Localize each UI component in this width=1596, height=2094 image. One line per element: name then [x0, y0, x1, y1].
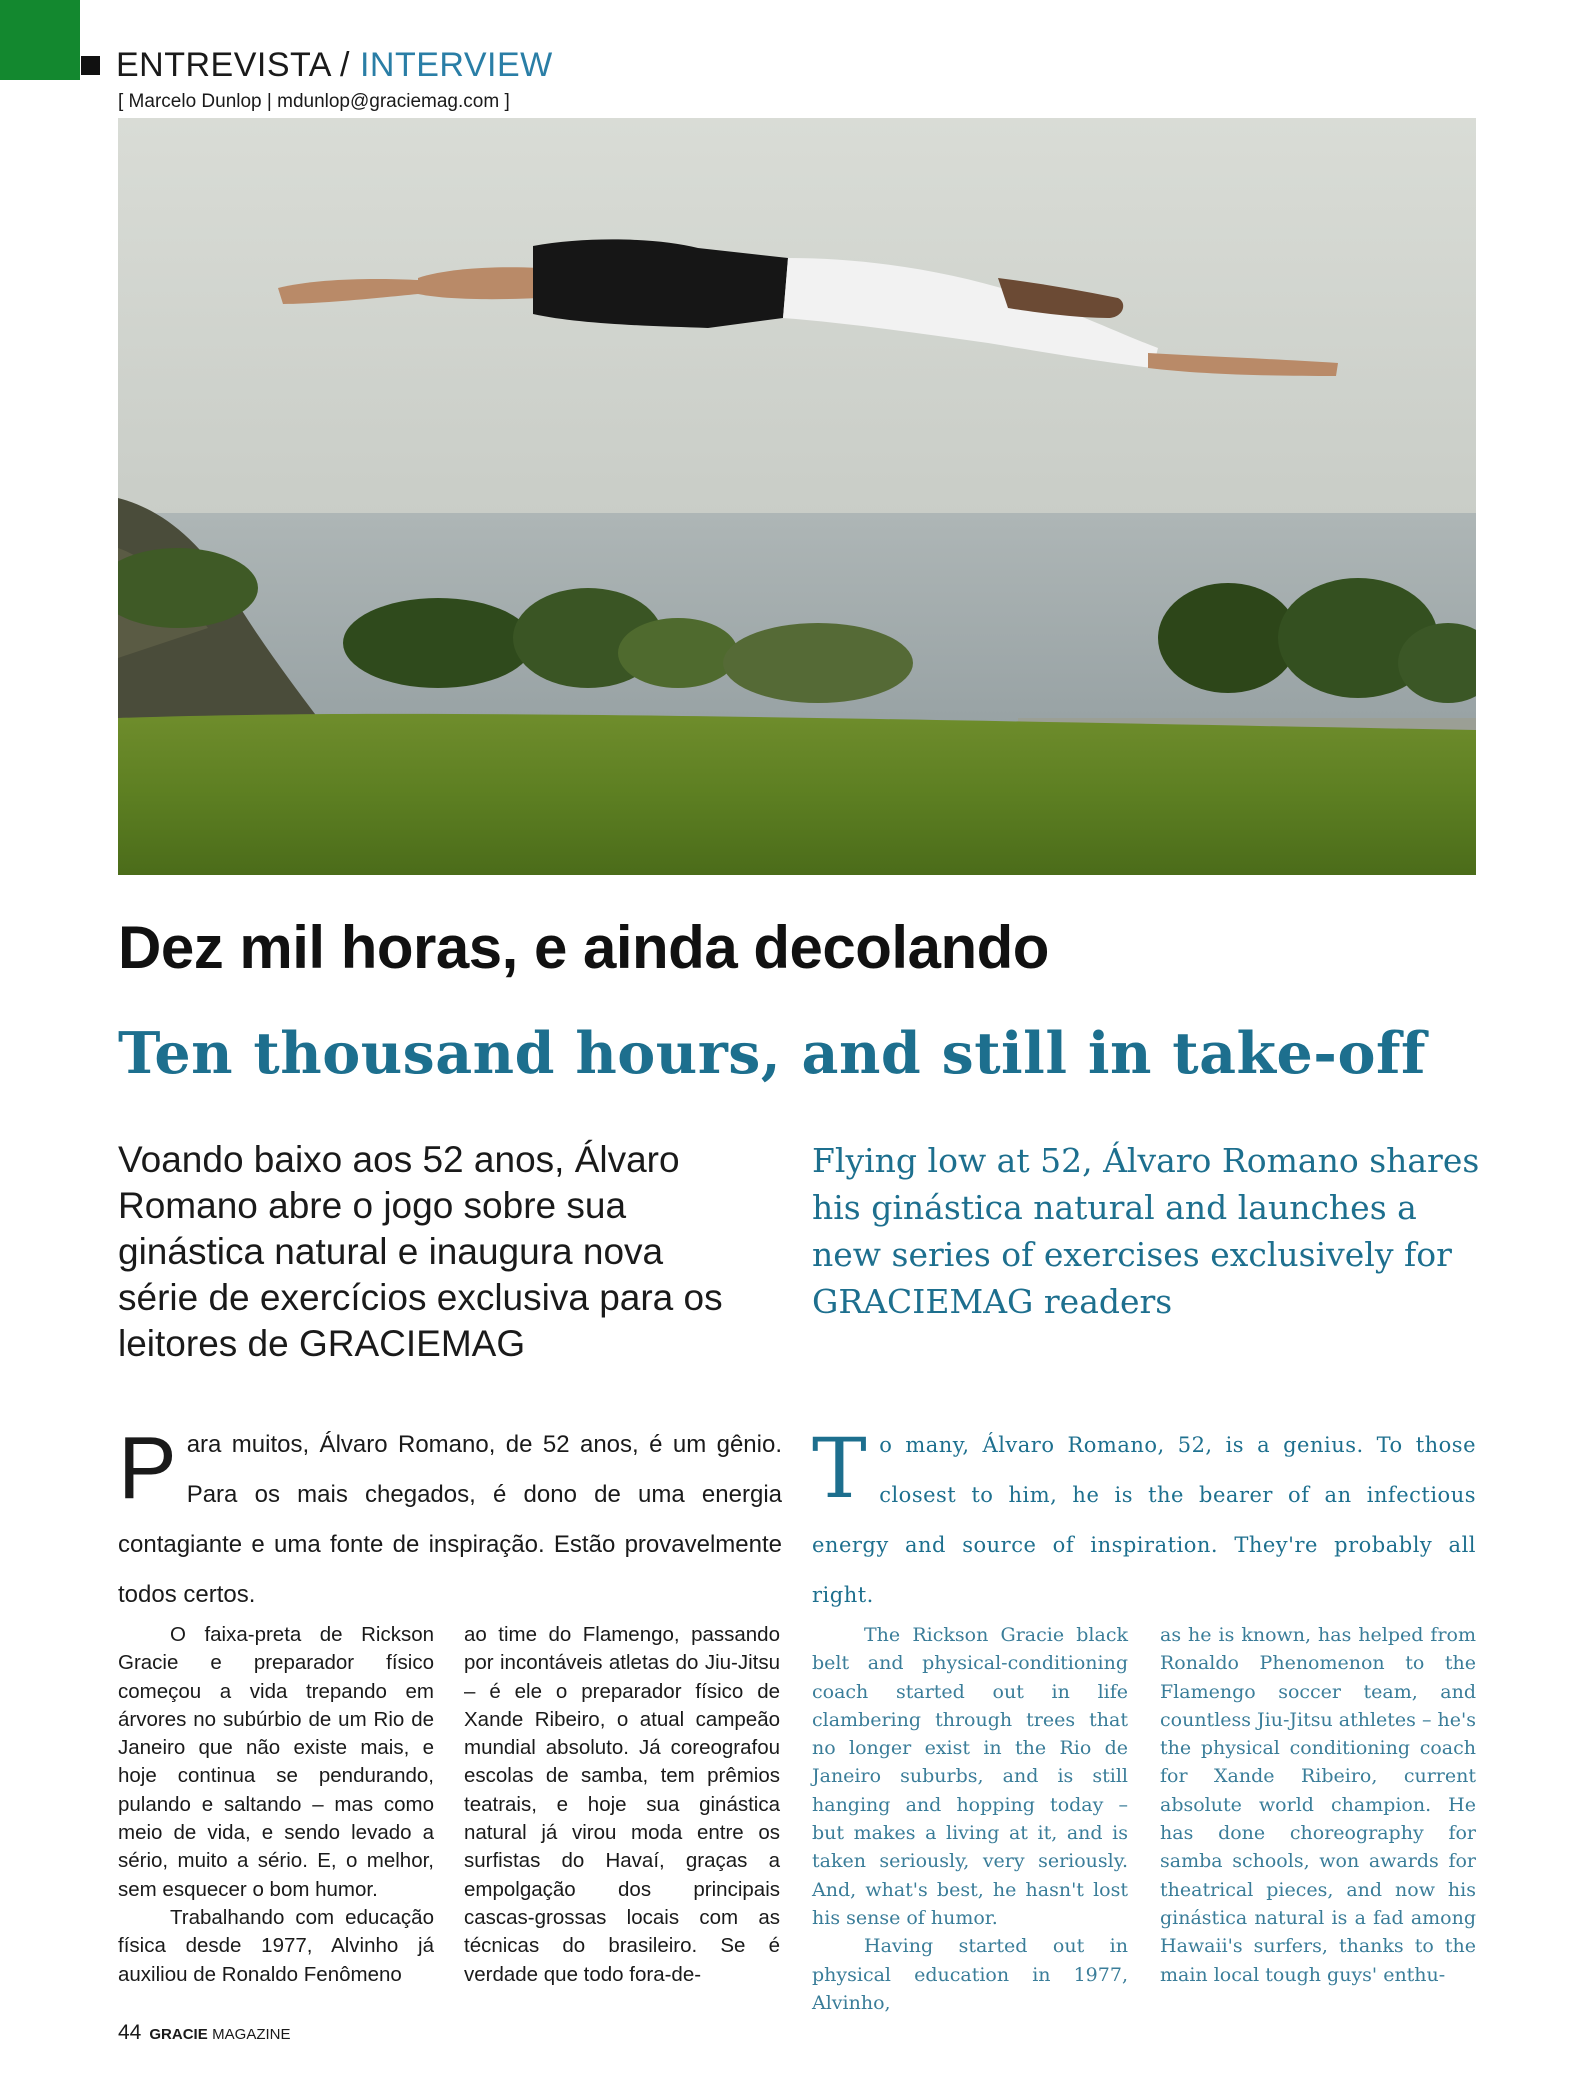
hero-photo-man-flying-over-grass — [118, 118, 1476, 875]
lead-text-en: o many, Álvaro Romano, 52, is a genius. To those closest to him, he is the bearer of an infectious energy and source of inspiration. They're probably all right. — [812, 1433, 1476, 1607]
lead-text-pt: ara muitos, Álvaro Romano, de 52 anos, é um gênio. Para os mais chegados, é dono de uma energia contagiante e uma fonte de inspiração. Estão provavelmente todos certos. — [118, 1431, 782, 1608]
lead-paragraph-portuguese — [118, 1420, 782, 1620]
section-color-tab — [0, 0, 80, 80]
headline-english: Ten thousand hours, and still in take-off — [118, 1020, 1427, 1087]
drop-cap-pt: P — [118, 1418, 177, 1517]
body-paragraph: The Rickson Gracie black belt and physical-conditioning coach started out in life clambering through trees that no longer exist in the Rio de Janeiro suburbs, and is still hanging and hopping today – but makes a living at it, and is taken seriously, very seriously. And, what's best, he hasn't lost his sense of humor. — [812, 1624, 1128, 1929]
body-paragraph: O faixa-preta de Rickson Gracie e preparador físico começou a vida trepando em árvores no subúrbio de um Rio de Janeiro que não existe mais, e hoje continua se pendurando, pulando e saltando – mas como meio de vida, e sendo levado a sério, muito a sério. E, o melhor, sem esquecer o bom humor. — [118, 1623, 434, 1901]
lead-paragraph-english — [812, 1420, 1476, 1620]
hero-photo-illustration — [118, 118, 1476, 875]
body-paragraph: ao time do Flamengo, passando por incontáveis atletas do Jiu-Jitsu – é ele o preparador físico de Xande Ribeiro, o atual campeão mundial absoluto. Já coreografou escolas de samba, tem prêmios teatrais, e hoje sua ginástica natural já virou moda entre os surfistas do Havaí, graças a empolgação dos principais cascas-grossas locais com as técnicas do brasileiro. Se é verdade que todo fora-de- — [464, 1623, 780, 1986]
deck-portuguese: Voando baixo aos 52 anos, Álvaro Romano abre o jogo sobre sua ginástica natural e inaugura nova série de exercícios exclusiva para os leitores de GRACIEMAG — [118, 1139, 723, 1364]
deck-english: Flying low at 52, Álvaro Romano shares his ginástica natural and launches a new series of exercises exclusively for GRACIEMAG readers — [812, 1141, 1480, 1321]
body-paragraph: Trabalhando com educação física desde 1977, Alvinho já auxiliou de Ronaldo Fenômeno — [118, 1905, 434, 1986]
body-column-pt-1 — [118, 1621, 434, 1989]
byline: [ Marcelo Dunlop | mdunlop@graciemag.com ] — [118, 91, 510, 112]
headline-portuguese: Dez mil horas, e ainda decolando — [118, 914, 1049, 981]
section-label — [116, 45, 553, 85]
magazine-name-bold: GRACIE — [149, 2026, 208, 2043]
body-paragraph: Having started out in physical education in 1977, Alvinho, — [812, 1935, 1128, 2014]
body-paragraph: as he is known, has helped from Ronaldo Phenomenon to the Flamengo soccer team, and countless Jiu-Jitsu athletes – he's the physical conditioning coach for Xande Ribeiro, current absolute world champion. He has done choreography for samba schools, won awards for theatrical pieces, and now his ginástica natural is a fad among Hawaii's surfers, thanks to the main local tough guys' enthu- — [1160, 1624, 1476, 1986]
body-column-en-2 — [1160, 1621, 1476, 1989]
section-label-pt: ENTREVISTA — [116, 46, 331, 84]
section-bullet — [81, 56, 100, 75]
body-column-en-1 — [812, 1621, 1128, 2017]
body-column-pt-2 — [464, 1621, 780, 1989]
section-label-en: INTERVIEW — [359, 46, 553, 84]
page-footer — [118, 2020, 291, 2048]
magazine-name-light: MAGAZINE — [212, 2026, 291, 2043]
section-separator: / — [330, 46, 360, 84]
drop-cap-en: T — [812, 1422, 868, 1517]
page-number: 44 — [118, 2021, 142, 2044]
